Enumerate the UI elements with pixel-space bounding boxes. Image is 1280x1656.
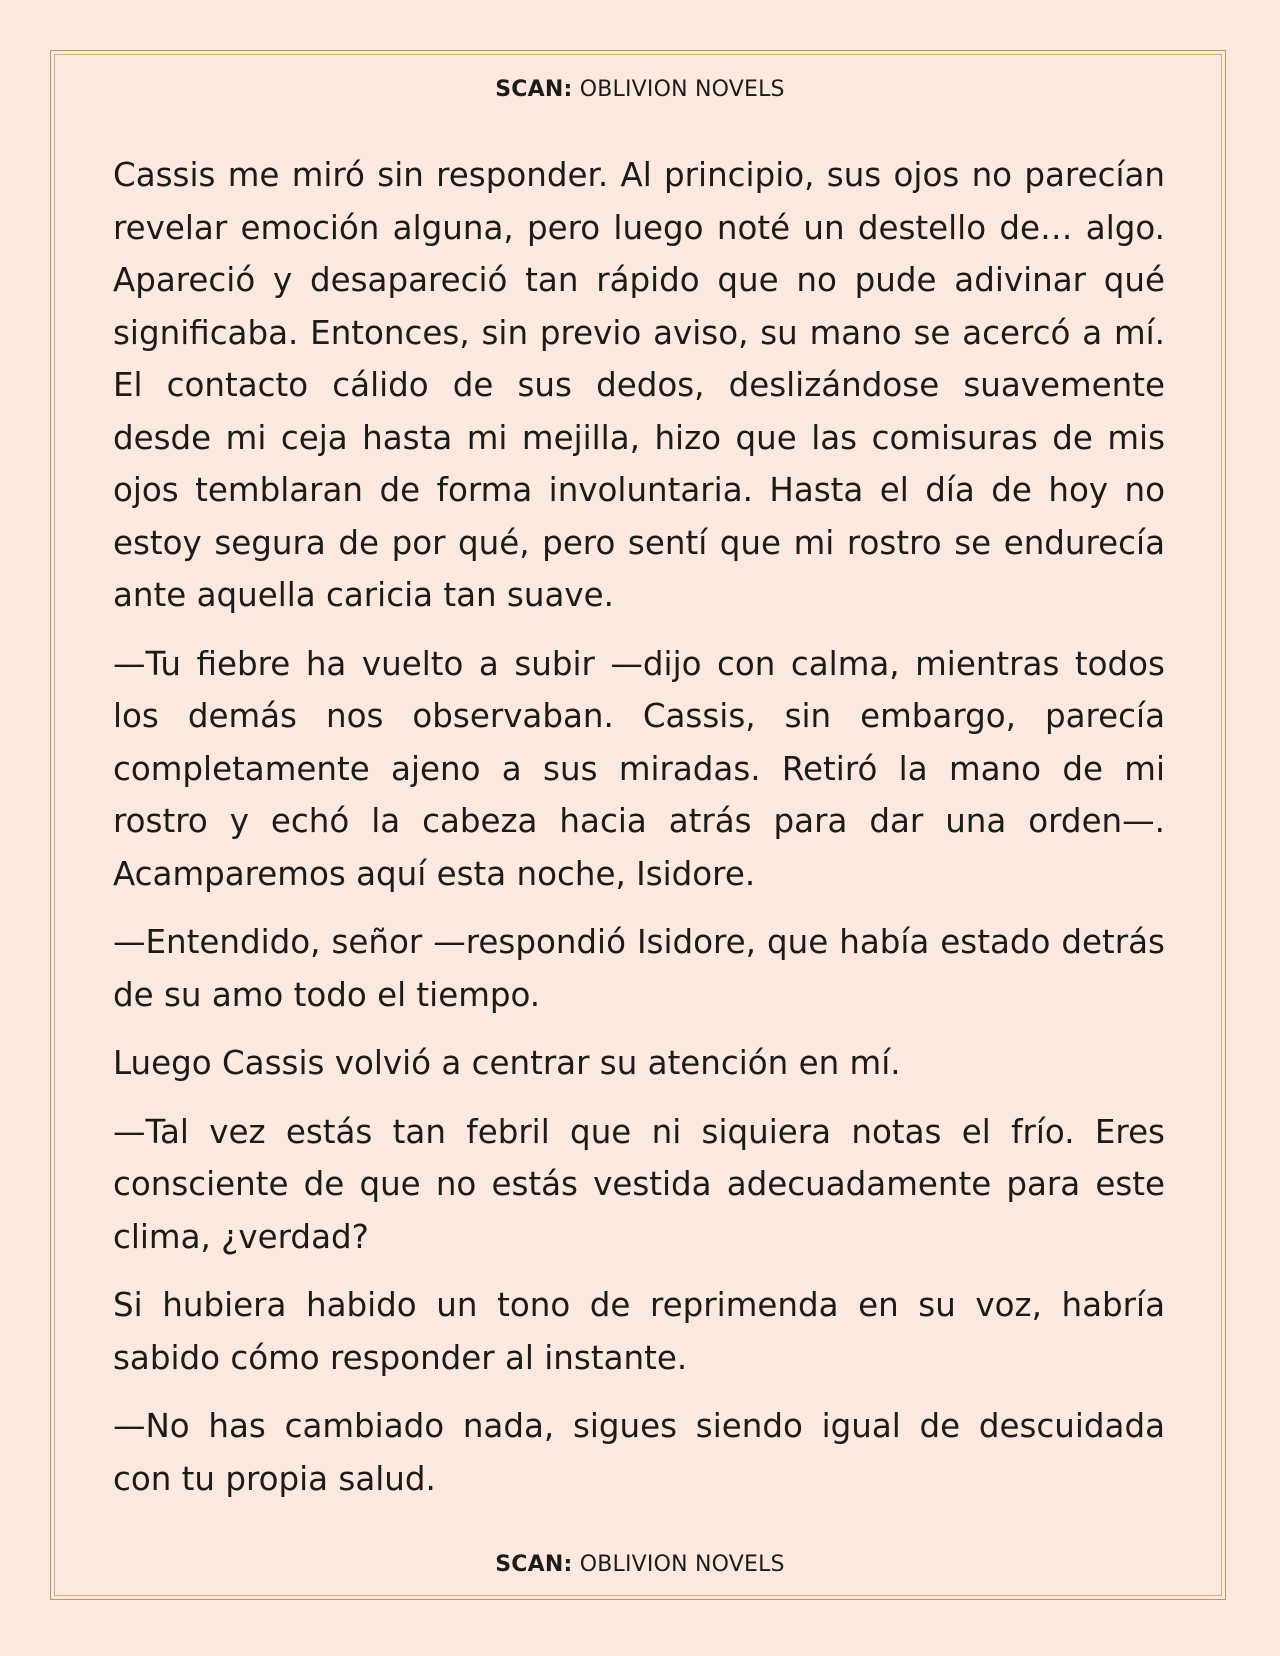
page-body — [113, 149, 1165, 1521]
paragraph: —Tal vez estás tan febril que ni siquiera notas el frío. Eres consciente de que no estás vestida adecuadamente para este clima, ¿verdad? — [113, 1112, 1165, 1256]
paragraph: —Entendido, señor —respondió Isidore, que había estado detrás de su amo todo el tiempo. — [113, 923, 1165, 1014]
header-scan-label: SCAN: — [495, 77, 573, 102]
footer-scan-label: SCAN: — [495, 1552, 573, 1577]
paragraph: Si hubiera habido un tono de reprimenda en su voz, habría sabido cómo responder al instante. — [113, 1286, 1165, 1377]
paragraph: Luego Cassis volvió a centrar su atención en mí. — [113, 1044, 901, 1082]
paragraph: —Tu fiebre ha vuelto a subir —dijo con calma, mientras todos los demás nos observaban. Cassis, sin embargo, parecía completamente ajeno a sus miradas. Retiró la mano de mi rostro y echó la cabeza hacia atrás para dar una orden—. Acamparemos aquí esta noche, Isidore. — [113, 644, 1165, 893]
footer-scan-source: OBLIVION NOVELS — [579, 1552, 785, 1577]
header-scan-source: OBLIVION NOVELS — [579, 77, 785, 102]
paragraph: Cassis me miró sin responder. Al principio, sus ojos no parecían revelar emoción alguna, pero luego noté un destello de… algo. Apareció y desapareció tan rápido que no pude adivinar qué significaba. Entonces, sin previo aviso, su mano se acercó a mí. El contacto cálido de sus dedos, deslizándose suavemente desde mi ceja hasta mi mejilla, hizo que las comisuras de mis ojos temblaran de forma involuntaria. Hasta el día de hoy no estoy segura de por qué, pero sentí que mi rostro se endurecía ante aquella caricia tan suave. — [113, 156, 1165, 614]
header-scan-credit — [0, 77, 1280, 102]
footer-scan-credit — [0, 1552, 1280, 1577]
paragraph: —No has cambiado nada, sigues siendo igual de descuidada con tu propia salud. — [113, 1407, 1165, 1498]
